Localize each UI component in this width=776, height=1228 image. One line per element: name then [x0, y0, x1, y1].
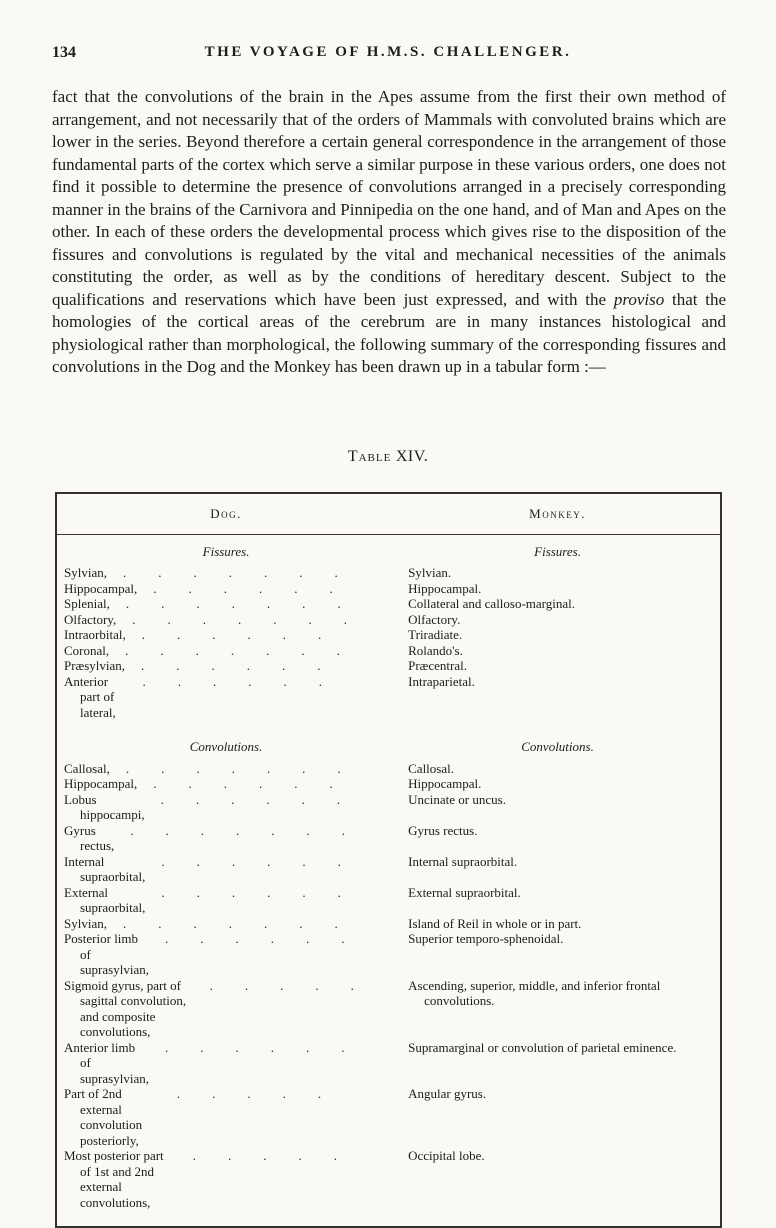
- dot-leader: [177, 1148, 353, 1164]
- monkey-entry: Sylvian.: [408, 565, 452, 580]
- table-row: [57, 916, 720, 932]
- dog-cell: [57, 674, 395, 721]
- dot-leader: [107, 916, 353, 932]
- dog-cell: [57, 612, 395, 628]
- dog-cell: [57, 978, 395, 1040]
- section-heading-convolutions: [57, 739, 720, 755]
- dog-entry: Splenial,: [64, 596, 110, 611]
- monkey-cell: [395, 885, 720, 916]
- dog-entry: Anterior part of lateral,: [64, 673, 116, 720]
- dot-leader: [109, 643, 353, 659]
- body-paragraph: [52, 86, 726, 379]
- dog-entry: Intraorbital,: [64, 627, 126, 642]
- table-caption: [0, 448, 776, 466]
- dog-entry: Posterior limb of suprasylvian,: [64, 931, 149, 977]
- table-row: [57, 612, 720, 628]
- dog-entry: Hippocampal,: [64, 776, 138, 791]
- monkey-cell: [395, 978, 720, 1040]
- dog-cell: [57, 1040, 395, 1087]
- monkey-entry: Gyrus rectus.: [408, 822, 478, 838]
- table-row: [57, 596, 720, 612]
- table-row: [57, 1040, 720, 1087]
- monkey-cell: [395, 776, 720, 792]
- monkey-entry: Ascending, superior, middle, and inferior frontal convolutions.: [408, 977, 661, 1008]
- dog-entry: Sylvian,: [64, 565, 107, 580]
- table-row: [57, 581, 720, 597]
- dog-cell: [57, 596, 395, 612]
- table-row: [57, 978, 720, 1040]
- dog-entry: Sylvian,: [64, 915, 107, 931]
- dot-leader: [161, 1086, 353, 1102]
- monkey-entry: Præcentral.: [408, 658, 467, 673]
- monkey-cell: [395, 854, 720, 885]
- monkey-entry: Triradiate.: [408, 627, 463, 642]
- dog-cell: [57, 581, 395, 597]
- monkey-entry: Supramarginal or convolution of parietal eminence.: [408, 1039, 677, 1055]
- comparison-table: [55, 492, 722, 1228]
- dog-cell: [57, 658, 395, 674]
- dog-cell: [57, 916, 395, 932]
- table-header-row: [57, 494, 720, 534]
- dog-cell: [57, 643, 395, 659]
- dog-entry: Hippocampal,: [64, 580, 138, 596]
- dog-entry: Lobus hippocampi,: [64, 791, 145, 822]
- dot-leader: [110, 596, 353, 612]
- dog-entry: Anterior limb of suprasylvian,: [64, 1039, 149, 1086]
- monkey-entry: Angular gyrus.: [408, 1086, 487, 1101]
- dot-leader: [145, 854, 353, 870]
- dog-entry: Sigmoid gyrus, part of sagittal convolution, and composite convolutions,: [64, 977, 187, 1039]
- paragraph-text-after: that the homologies of the cortical areas of the cerebrum are in many instances histological and physiological rather than morphological, the following summary of the corresponding fissures and convolutions in the Dog and the Monkey has been drawn up in a tabular form :—: [52, 289, 727, 376]
- dog-cell: [57, 627, 395, 643]
- monkey-entry: Uncinate or uncus.: [408, 791, 506, 807]
- dog-entry: Part of 2nd external convolution posteriorly,: [64, 1086, 143, 1148]
- column-header-dog: Dog.: [210, 506, 242, 521]
- monkey-entry: Hippocampal.: [408, 580, 482, 596]
- table-row: [57, 854, 720, 885]
- dog-cell: [57, 792, 395, 823]
- dog-entry: Callosal,: [64, 760, 110, 776]
- dog-entry: Internal supraorbital,: [64, 853, 146, 884]
- monkey-entry: Superior temporo-sphenoidal.: [408, 931, 564, 946]
- dog-entry: Most posterior part of 1st and 2nd external convolutions,: [64, 1148, 164, 1210]
- dot-leader: [125, 658, 353, 674]
- table-row: [57, 565, 720, 581]
- table-row: [57, 823, 720, 854]
- dog-cell: [57, 776, 395, 792]
- running-head: [52, 44, 724, 64]
- table-row: [57, 761, 720, 777]
- dog-cell: [57, 885, 395, 916]
- dot-leader: [194, 978, 354, 994]
- monkey-entry: Island of Reil in whole or in part.: [408, 915, 582, 931]
- table-row: [57, 1086, 720, 1148]
- dog-entry: Gyrus rectus,: [64, 822, 115, 853]
- monkey-cell: [395, 1148, 720, 1210]
- dot-leader: [149, 1040, 353, 1056]
- dog-cell: [57, 1148, 395, 1210]
- running-title: THE VOYAGE OF H.M.S. CHALLENGER.: [204, 44, 572, 60]
- section-heading-convolutions-dog: Convolutions.: [189, 739, 263, 754]
- table-row: [57, 674, 720, 721]
- monkey-entry: Internal supraorbital.: [408, 853, 518, 869]
- monkey-cell: [395, 1086, 720, 1148]
- dog-cell: [57, 761, 395, 777]
- monkey-cell: [395, 612, 720, 628]
- monkey-entry: Collateral and calloso-marginal.: [408, 596, 576, 611]
- table-row: [57, 885, 720, 916]
- monkey-entry: Hippocampal.: [408, 776, 482, 791]
- dot-leader: [126, 627, 353, 643]
- table-row: [57, 658, 720, 674]
- monkey-cell: [395, 596, 720, 612]
- dot-leader: [149, 931, 353, 947]
- monkey-cell: [395, 565, 720, 581]
- table-row: [57, 627, 720, 643]
- section-heading-convolutions-monkey: Convolutions.: [521, 739, 594, 754]
- table-row: [57, 643, 720, 659]
- column-header-monkey: Monkey.: [529, 506, 586, 521]
- paragraph-text-before: fact that the convolutions of the brain in the Apes assume from the first their own method of arrangement, and not necessarily that of the orders of Mammals with convoluted brains which are lower in the series. Beyond therefore a certain general correspondence in the arrangement of those fundamental parts of the cortex which serve a similar purpose in these various orders, one does not find it possible to determine the presence of convolutions arranged in a precisely corresponding manner in the brains of the Carnivora and Pinnipedia on the one hand, and of Man and Apes on the other. In each of these orders the developmental process which gives rise to the disposition of the fissures and convolutions is regulated by the vital and mechanical necessities of the animals constituting the order, as well as by the conditions of hereditary descent. Subject to the qualifications and reservations which have been just expressed, and with the: [52, 87, 726, 309]
- dog-entry: Præsylvian,: [64, 658, 126, 673]
- dog-cell: [57, 823, 395, 854]
- monkey-cell: [395, 823, 720, 854]
- page-number: 134: [52, 44, 76, 61]
- dot-leader: [127, 674, 354, 690]
- dot-leader: [137, 776, 353, 792]
- monkey-cell: [395, 1040, 720, 1087]
- section-heading-fissures-monkey: Fissures.: [534, 543, 581, 559]
- dot-leader: [110, 761, 353, 777]
- monkey-entry: Occipital lobe.: [408, 1148, 485, 1163]
- dog-cell: [57, 854, 395, 885]
- table-row: [57, 931, 720, 978]
- monkey-entry: Intraparietal.: [408, 673, 475, 689]
- dog-entry: Coronal,: [64, 642, 110, 658]
- dot-leader: [137, 581, 353, 597]
- dog-entry: Olfactory,: [64, 611, 117, 627]
- dog-entry: External supraorbital,: [64, 884, 146, 915]
- table-caption-word: Table: [347, 448, 392, 465]
- section-heading-fissures: [57, 544, 720, 560]
- monkey-cell: [395, 931, 720, 978]
- monkey-cell: [395, 916, 720, 932]
- monkey-entry: Olfactory.: [408, 611, 461, 627]
- monkey-cell: [395, 674, 720, 721]
- monkey-cell: [395, 627, 720, 643]
- italic-word-proviso: proviso: [613, 289, 665, 309]
- dog-cell: [57, 565, 395, 581]
- dog-cell: [57, 931, 395, 978]
- monkey-entry: Callosal.: [408, 760, 454, 776]
- header-rule: [57, 534, 720, 535]
- dot-leader: [145, 792, 353, 808]
- table-row: [57, 792, 720, 823]
- monkey-cell: [395, 658, 720, 674]
- dog-cell: [57, 1086, 395, 1148]
- table-row: [57, 1148, 720, 1210]
- dot-leader: [114, 823, 353, 839]
- table-row: [57, 776, 720, 792]
- dot-leader: [116, 612, 353, 628]
- section-heading-fissures-dog: Fissures.: [202, 543, 250, 559]
- dot-leader: [145, 885, 353, 901]
- dot-leader: [107, 565, 353, 581]
- monkey-entry: External supraorbital.: [408, 884, 521, 900]
- monkey-cell: [395, 761, 720, 777]
- table-caption-number: XIV.: [395, 448, 429, 465]
- monkey-entry: Rolando's.: [408, 642, 463, 658]
- monkey-cell: [395, 643, 720, 659]
- monkey-cell: [395, 792, 720, 823]
- monkey-cell: [395, 581, 720, 597]
